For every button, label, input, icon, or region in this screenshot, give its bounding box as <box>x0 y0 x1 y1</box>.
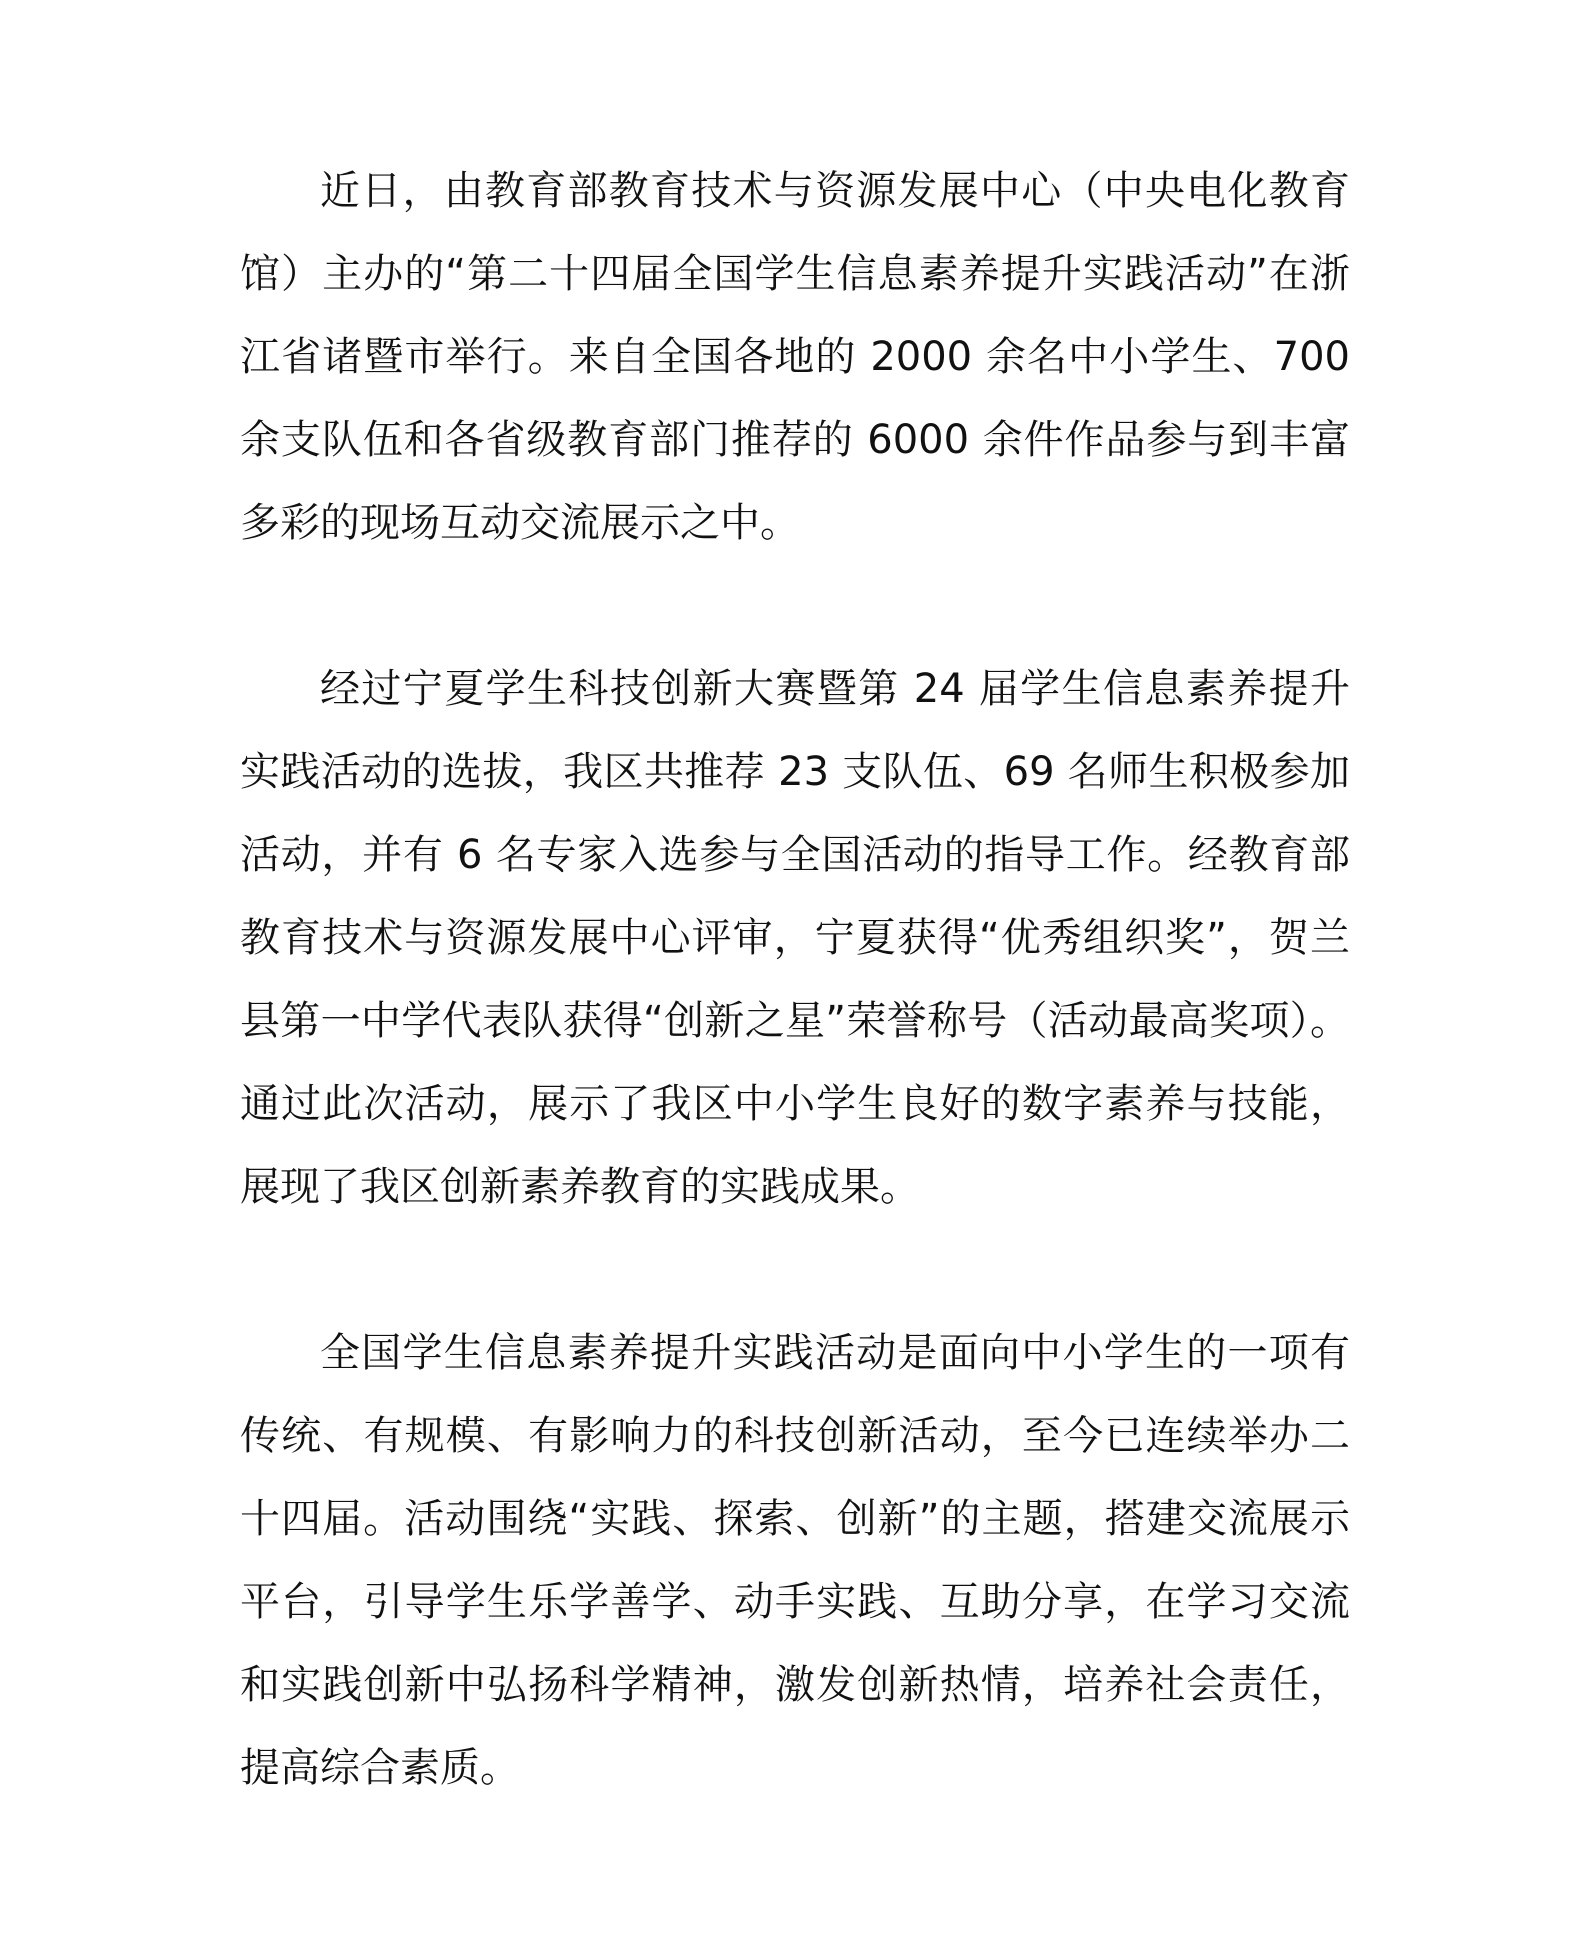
paragraph-3: 全国学生信息素养提升实践活动是面向中小学生的一项有传统、有规模、有影响力的科技创新活动，至今已连续举办二十四届。活动围绕“实践、探索、创新”的主题，搭建交流展示平台，引导学生乐学善学、动手实践、互助分享，在学习交流和实践创新中弘扬科学精神，激发创新热情，培养社会责任，提高综合素质。 <box>240 1330 1350 1791</box>
document-body <box>240 150 1350 1810</box>
paragraph-2: 经过宁夏学生科技创新大赛暨第 24 届学生信息素养提升实践活动的选拔，我区共推荐 23 支队伍、69 名师生积极参加活动，并有 6 名专家入选参与全国活动的指导工作。经教育部教育技术与资源发展中心评审，宁夏获得“优秀组织奖”，贺兰县第一中学代表队获得“创新之星”荣誉称号（活动最高奖项）。通过此次活动，展示了我区中小学生良好的数字素养与技能，展现了我区创新素养教育的实践成果。 <box>240 666 1350 1210</box>
paragraph-1: 近日，由教育部教育技术与资源发展中心（中央电化教育馆）主办的“第二十四届全国学生信息素养提升实践活动”在浙江省诸暨市举行。来自全国各地的 2000 余名中小学生、700 余支队伍和各省级教育部门推荐的 6000 余件作品参与到丰富多彩的现场互动交流展示之中。 <box>240 168 1350 546</box>
